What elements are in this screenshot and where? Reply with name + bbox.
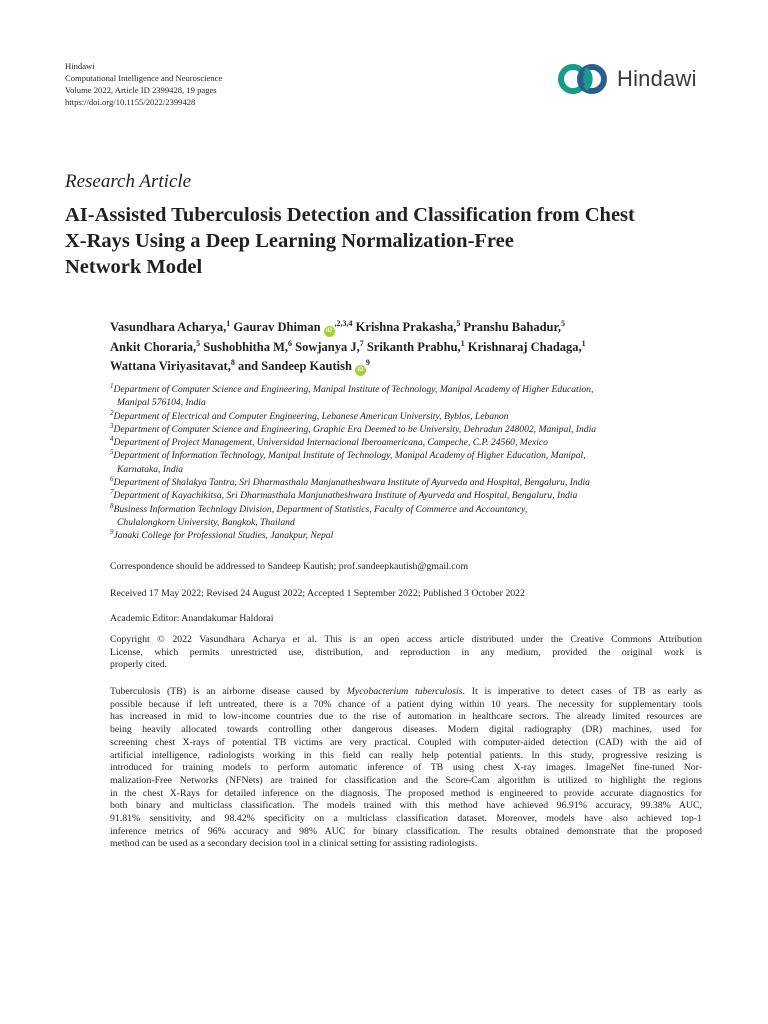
abstract-line: being heavily allocated towards controlling other dangerous diseases. Modern digital radiography (DR) machines, used for [110, 724, 702, 736]
author-name: Ankit Choraria, [110, 339, 197, 354]
author-affiliation-mark: 1 [226, 319, 231, 328]
affiliation-number: 3 [110, 421, 114, 430]
affiliation-text: Business Information Technlogy Division, Department of Statistics, Faculty of Commerce and Accountancy, [113, 503, 528, 515]
affiliation-text: Department of Shalakya Tantra, Sri Dharmasthala Manjunatheshwara Institute of Ayurveda and Hospital, Bengaluru, India [113, 477, 590, 489]
affiliation-item [110, 410, 720, 423]
affiliation-text: Department of Information Technology, Manipal Institute of Technology, Manipal Academy of Higher Education, Manipal, [113, 450, 586, 462]
author-name: Krishnaraj Chadaga, [467, 339, 582, 354]
affiliation-continuation: Manipal 576104, India [117, 397, 206, 409]
affiliation-number: 6 [110, 475, 114, 484]
copyright-line: Copyright © 2022 Vasundhara Acharya et al. This is an open access article distributed under the Creative Commons Attribution [110, 634, 702, 645]
author-affiliation-mark: 8 [230, 358, 235, 367]
author-affiliation-mark: 5 [196, 338, 201, 348]
affiliation-item [110, 503, 720, 516]
author-affiliation-mark: ,2,3,4 [334, 319, 353, 328]
affiliation-number: 9 [110, 528, 114, 537]
author-name: Wattana Viriyasitavat, [110, 359, 231, 373]
journal-name: Computational Intelligence and Neuroscience [65, 73, 223, 83]
hindawi-rings-logo-icon [557, 63, 609, 95]
author-affiliation-mark: 1 [581, 338, 586, 348]
doi-link[interactable]: https://doi.org/10.1155/2022/2399428 [65, 97, 196, 107]
author-line [110, 318, 730, 338]
author-name: Krishna Prakasha, [355, 320, 457, 334]
author-list [110, 318, 730, 377]
author-line [110, 357, 730, 377]
abstract-line: introduced for training models to perform automatic inference of TB using chest X-ray images. ImageNet fine-tuned Nor- [110, 762, 702, 774]
affiliation-number: 7 [110, 488, 114, 497]
author-name: Sushobhitha M, [203, 339, 289, 354]
abstract-line: possible because if left untreated, there is a 70% chance of a patient dying within 10 years. The necessity for supplementary tools [110, 698, 702, 710]
copyright-line: properly cited. [110, 659, 168, 671]
affiliation-text: Department of Kayachikitsa, Sri Dharmasthala Manjunatheshwara Institute of Ayurveda and Hospital, Bengaluru, India [113, 490, 578, 502]
author-affiliation-mark: 1 [460, 338, 465, 348]
article-type: Research Article [65, 171, 192, 192]
abstract-line: method can be used as a secondary decision tool in a clinical setting for assisting radiologists. [110, 838, 478, 850]
affiliation-text: Department of Project Management, Universidad Internacional Iberoamericana, Campeche, C.P. 24560, Mexico [113, 437, 548, 449]
affiliation-item [110, 436, 720, 449]
affiliation-number: 4 [110, 435, 114, 444]
affiliation-number: 8 [110, 501, 114, 510]
author-line [110, 338, 730, 358]
affiliation-item [110, 489, 720, 502]
logo-text: Hindawi [617, 66, 697, 91]
orcid-icon[interactable]: iD [355, 365, 366, 376]
affiliation-item [110, 529, 720, 542]
orcid-icon[interactable]: iD [324, 326, 335, 337]
author-name: Gaurav Dhiman [233, 320, 321, 334]
title-line: X-Rays Using a Deep Learning Normalization-Free [65, 230, 514, 252]
abstract-italic-term: Mycobacterium tuberculosis [346, 686, 463, 697]
affiliation-item [110, 449, 720, 462]
abstract-line: screening chest X-rays of potential TB victims are very practical. Coupled with computer-aided detection (CAD) with the aid of [110, 736, 702, 748]
author-affiliation-mark: 7 [359, 338, 364, 348]
volume-info: Volume 2022, Article ID 2399428, 19 pages [65, 85, 217, 95]
abstract-line: 91.81% sensitivity, and 98.42% specificity on a multiclass classification dataset. Moreover, models have also achieved top-1 [110, 813, 702, 825]
affiliation-number: 1 [110, 382, 114, 390]
author-name: and Sandeep Kautish [237, 359, 352, 373]
affiliation-number: 5 [110, 448, 114, 457]
title-line: AI-Assisted Tuberculosis Detection and Classification from Chest [65, 204, 635, 226]
abstract-line: artificial intelligence, radiologists working in this field can really help potential patients. In this study, progressive resizing is [110, 749, 702, 761]
abstract-line: malization-Free Networks (NFNets) are trained for classification and the Score-Cam algorithm is utilized to highlight the regions [110, 774, 702, 786]
affiliation-text: Department of Electrical and Computer Engineering, Lebanese American University, Byblos, Lebanon [113, 410, 509, 422]
abstract-line [110, 686, 702, 699]
affiliation-item [110, 423, 720, 436]
abstract-text: . It is imperative to detect cases of TB as early as [462, 686, 702, 697]
correspondence-line: Correspondence should be addressed to Sandeep Kautish; prof.sandeepkautish@gmail.com [110, 561, 469, 572]
hindawi-logo [557, 62, 697, 96]
affiliation-item [110, 476, 720, 489]
author-affiliation-mark: 5 [456, 319, 461, 328]
affiliation-text: Department of Computer Science and Engineering, Graphic Era Deemed to be University, Dehradun 248002, Manipal, India [113, 423, 597, 435]
academic-editor: Academic Editor: Anandakumar Haldorai [110, 613, 274, 624]
affiliation-text: Department of Computer Science and Engineering, Manipal Institute of Technology, Manipal Academy of Higher Education, [113, 384, 594, 395]
abstract-line: inference metrics of 96% accuracy and 98% AUC for binary classification. The results obtained demonstrate that the proposed [110, 825, 702, 837]
abstract-line: in the chest X-Rays for detailed inference on the diagnosis. The proposed method is engineered to provide accurate diagnostics for [110, 787, 702, 799]
abstract-line: has increased in mid to low-income countries due to the rise of automation in healthcare sectors. The already limited resources are [110, 711, 702, 723]
affiliation-list [110, 383, 720, 543]
abstract-line: both binary and multiclass classification. The models trained with this method have achieved 96.91% accuracy, 99.38% AUC, [110, 800, 702, 812]
author-name: Sowjanya J, [295, 339, 360, 354]
author-affiliation-mark: 6 [288, 338, 293, 348]
abstract-text: Tuberculosis (TB) is an airborne disease caused by [110, 686, 347, 697]
publisher-name: Hindawi [65, 61, 95, 71]
journal-header [65, 60, 222, 108]
author-name: Vasundhara Acharya, [110, 320, 227, 334]
abstract [110, 686, 702, 851]
affiliation-continuation: Karnataka, India [117, 463, 184, 475]
affiliation-item [110, 383, 720, 396]
author-name: Srikanth Prabhu, [366, 339, 461, 354]
affiliation-number: 2 [110, 408, 114, 417]
copyright-notice [110, 634, 702, 672]
affiliation-continuation: Chulalongkorn University, Bangkok, Thailand [117, 516, 295, 528]
paper-title [65, 202, 725, 280]
affiliation-text: Janaki College for Professional Studies, Janakpur, Nepal [113, 530, 334, 542]
author-affiliation-mark: 5 [561, 319, 566, 328]
title-line: Network Model [65, 256, 203, 278]
copyright-line: License, which permits unrestricted use, distribution, and reproduction in any medium, provided the original work is [110, 646, 702, 658]
publication-dates: Received 17 May 2022; Revised 24 August 2022; Accepted 1 September 2022; Published 3 October 2022 [110, 588, 525, 599]
author-affiliation-mark: 9 [365, 358, 370, 367]
author-name: Pranshu Bahadur, [463, 320, 562, 334]
